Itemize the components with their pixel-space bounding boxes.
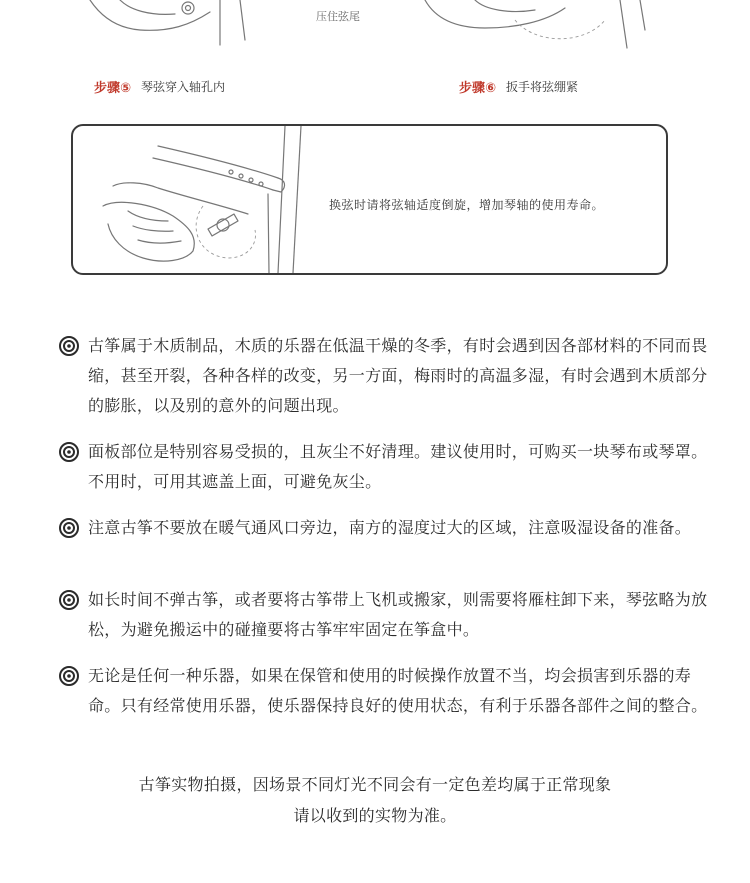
step6-illustration xyxy=(415,0,655,50)
tip-box xyxy=(71,124,668,275)
footer-line-1: 古筝实物拍摄，因场景不同灯光不同会有一定色差均属于正常现象 xyxy=(138,775,612,794)
care-note-3 xyxy=(58,513,713,543)
target-bullet-icon xyxy=(58,335,80,357)
top-illustration-caption: 压住弦尾 xyxy=(316,10,360,23)
step-5 xyxy=(94,76,225,96)
care-note-3-text: 注意古筝不要放在暖气通风口旁边，南方的湿度过大的区域，注意吸湿设备的准备。 xyxy=(88,518,692,537)
tuning-peg-illustration xyxy=(73,126,303,273)
care-note-2 xyxy=(58,437,713,497)
target-bullet-icon xyxy=(58,665,80,687)
care-note-1-text: 古筝属于木质制品，木质的乐器在低温干燥的冬季，有时会遇到因各部材料的不同而畏缩，甚至开裂，各种各样的改变，另一方面，梅雨时的高温多湿，有时会遇到木质部分的膨胀，以及别的意外的问题出现。 xyxy=(88,336,708,415)
step-5-label: 步骤⑤ xyxy=(94,80,132,96)
tip-text: 换弦时请将弦轴适度倒旋，增加琴轴的使用寿命。 xyxy=(329,198,605,212)
step5-illustration xyxy=(80,0,280,50)
care-note-1 xyxy=(58,331,713,421)
care-note-4 xyxy=(58,585,713,645)
target-bullet-icon xyxy=(58,589,80,611)
target-bullet-icon xyxy=(58,441,80,463)
step-6-label: 步骤⑥ xyxy=(459,80,497,96)
step-6-text: 扳手将弦绷紧 xyxy=(506,79,579,94)
care-note-5-text: 无论是任何一种乐器，如果在保管和使用的时候操作放置不当，均会损害到乐器的寿命。只有经常使用乐器，使乐器保持良好的使用状态，有利于乐器各部件之间的整合。 xyxy=(88,666,708,715)
target-bullet-icon xyxy=(58,517,80,539)
care-note-2-text: 面板部位是特别容易受损的，且灰尘不好清理。建议使用时，可购买一块琴布或琴罩。不用时，可用其遮盖上面，可避免灰尘。 xyxy=(88,442,708,491)
care-note-5 xyxy=(58,661,713,721)
step-5-text: 琴弦穿入轴孔内 xyxy=(141,79,226,94)
step-6 xyxy=(459,76,578,96)
care-note-4-text: 如长时间不弹古筝，或者要将古筝带上飞机或搬家，则需要将雁柱卸下来，琴弦略为放松，为避免搬运中的碰撞要将古筝牢牢固定在筝盒中。 xyxy=(88,590,708,639)
footer-line-2: 请以收到的实物为准。 xyxy=(293,806,457,825)
